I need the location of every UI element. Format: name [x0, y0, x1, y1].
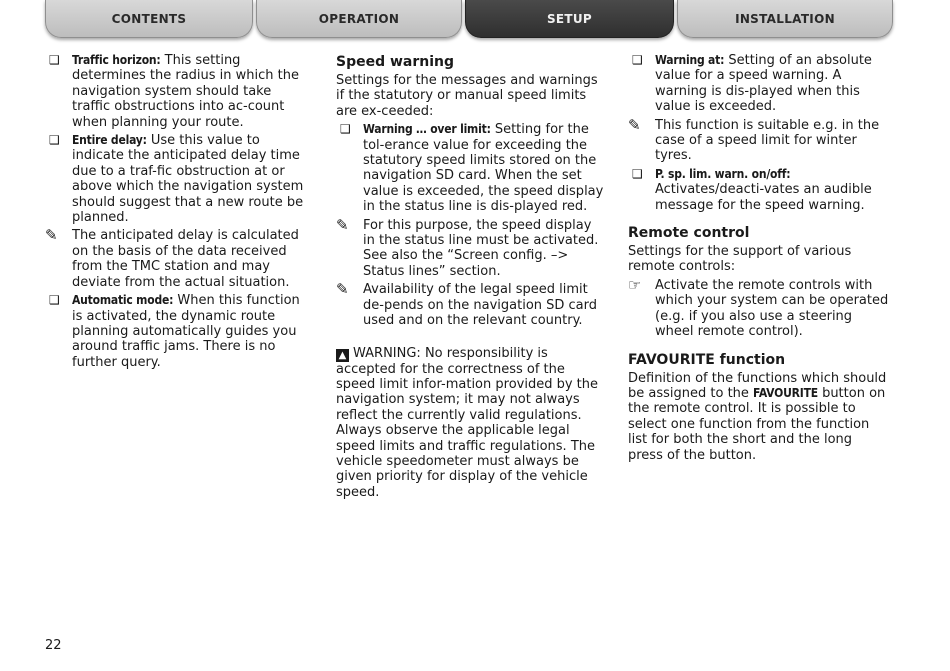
- tip-text: Activate the remote controls with which your system can be operated (e.g. if you also use a steering wheel remote control).: [655, 277, 889, 340]
- item-text: Activates/deacti-vates an audible message for the speed warning.: [655, 182, 872, 213]
- column-left: [45, 53, 307, 373]
- section-heading: FAVOURITE function: [628, 351, 786, 368]
- item-text: This setting determines the radius in which the navigation system should take traffic obstructions into ac-count when planning your route.: [72, 53, 299, 130]
- term-label: Entire delay:: [72, 133, 147, 148]
- term-label: Warning … over limit:: [363, 122, 491, 137]
- checkbox-bullet-icon: ❑: [49, 53, 60, 67]
- section-intro: Settings for the messages and warnings if the statutory or manual speed limits are ex-ceeded:: [336, 73, 598, 119]
- note-text: The anticipated delay is calculated on the basis of the data received from the TMC station and may deviate from the actual situation.: [72, 228, 299, 290]
- checkbox-bullet-icon: ❑: [632, 53, 643, 67]
- note-item: [336, 215, 604, 280]
- tab-installation[interactable]: INSTALLATION: [677, 0, 893, 38]
- pencil-note-icon: ✎: [336, 215, 349, 234]
- item-text: Setting for the tol-erance value for exceeding the statutory speed limits stored on the navigation SD card. When the set value is exceeded, the speed display in the status line is dis-played red.: [363, 122, 604, 215]
- pencil-note-icon: ✎: [45, 226, 58, 245]
- section-text: [628, 371, 890, 463]
- warning-text: WARNING: No responsibility is accepted for the correctness of the speed limit infor-mation provided by the navigation system; it may not always reflect the currently valid regulations. Always observe the applicable legal speed limits and traffic regulations. The vehicle speedometer must always be given priority for display of the vehicle speed.: [336, 345, 598, 500]
- term-label: Automatic mode:: [72, 293, 174, 308]
- tab-bar: [45, 0, 893, 41]
- list-item: [628, 167, 890, 213]
- list-item: [628, 53, 890, 115]
- pencil-note-icon: ✎: [336, 280, 349, 299]
- list-item: [336, 122, 604, 214]
- section-heading: Speed warning: [336, 54, 455, 70]
- warning-paragraph: [336, 346, 604, 501]
- pointing-hand-icon: ☞: [628, 275, 642, 294]
- checkbox-bullet-icon: ❑: [49, 293, 60, 308]
- tab-contents[interactable]: CONTENTS: [45, 0, 253, 38]
- pencil-note-icon: ✎: [628, 115, 641, 134]
- note-text: For this purpose, the speed display in the status line must be activated. See also the “Screen config. –> Status lines” section.: [363, 217, 599, 279]
- term-label: FAVOURITE: [753, 385, 818, 400]
- item-text: Use this value to indicate the anticipated delay time due to a traf-fic obstruction at or above which the navigation system should suggest that a new route be planned.: [72, 133, 304, 226]
- note-item: [628, 115, 890, 164]
- warning-triangle-icon: ▲: [336, 349, 349, 362]
- item-text: Setting of an absolute value for a speed warning. A warning is dis-played when this value is exceeded.: [655, 53, 872, 115]
- note-text: Availability of the legal speed limit de-pends on the navigation SD card used and on the relevant country.: [363, 282, 598, 329]
- tip-item: [628, 275, 890, 340]
- section-intro: Settings for the support of various remote controls:: [628, 244, 852, 275]
- checkbox-bullet-icon: ❑: [340, 122, 351, 137]
- term-label: P. sp. lim. warn. on/off:: [655, 166, 791, 181]
- text-fragment: Definition of the functions which should be assigned to the: [628, 370, 887, 401]
- tab-setup[interactable]: SETUP: [465, 0, 674, 38]
- list-item: [45, 293, 307, 370]
- tab-operation[interactable]: OPERATION: [256, 0, 462, 38]
- text-fragment: button on the remote control. It is possible to select one function from the function list for both the short and the long press of the button.: [628, 385, 886, 463]
- note-item: [45, 228, 307, 290]
- term-label: Warning at:: [655, 53, 725, 67]
- note-text: This function is suitable e.g. in the case of a speed limit for winter tyres.: [655, 117, 880, 164]
- checkbox-bullet-icon: ❑: [49, 133, 60, 148]
- section-heading: Remote control: [628, 225, 750, 242]
- column-middle: [336, 53, 604, 503]
- column-right: [628, 53, 890, 466]
- list-item: [45, 133, 307, 225]
- item-text: When this function is activated, the dynamic route planning automatically guides you around traffic jams. There is no further query.: [72, 293, 300, 370]
- page-number: 22: [45, 638, 62, 653]
- note-item: [336, 282, 604, 328]
- term-label: Traffic horizon:: [72, 53, 161, 67]
- checkbox-bullet-icon: ❑: [632, 166, 643, 181]
- list-item: [45, 53, 307, 130]
